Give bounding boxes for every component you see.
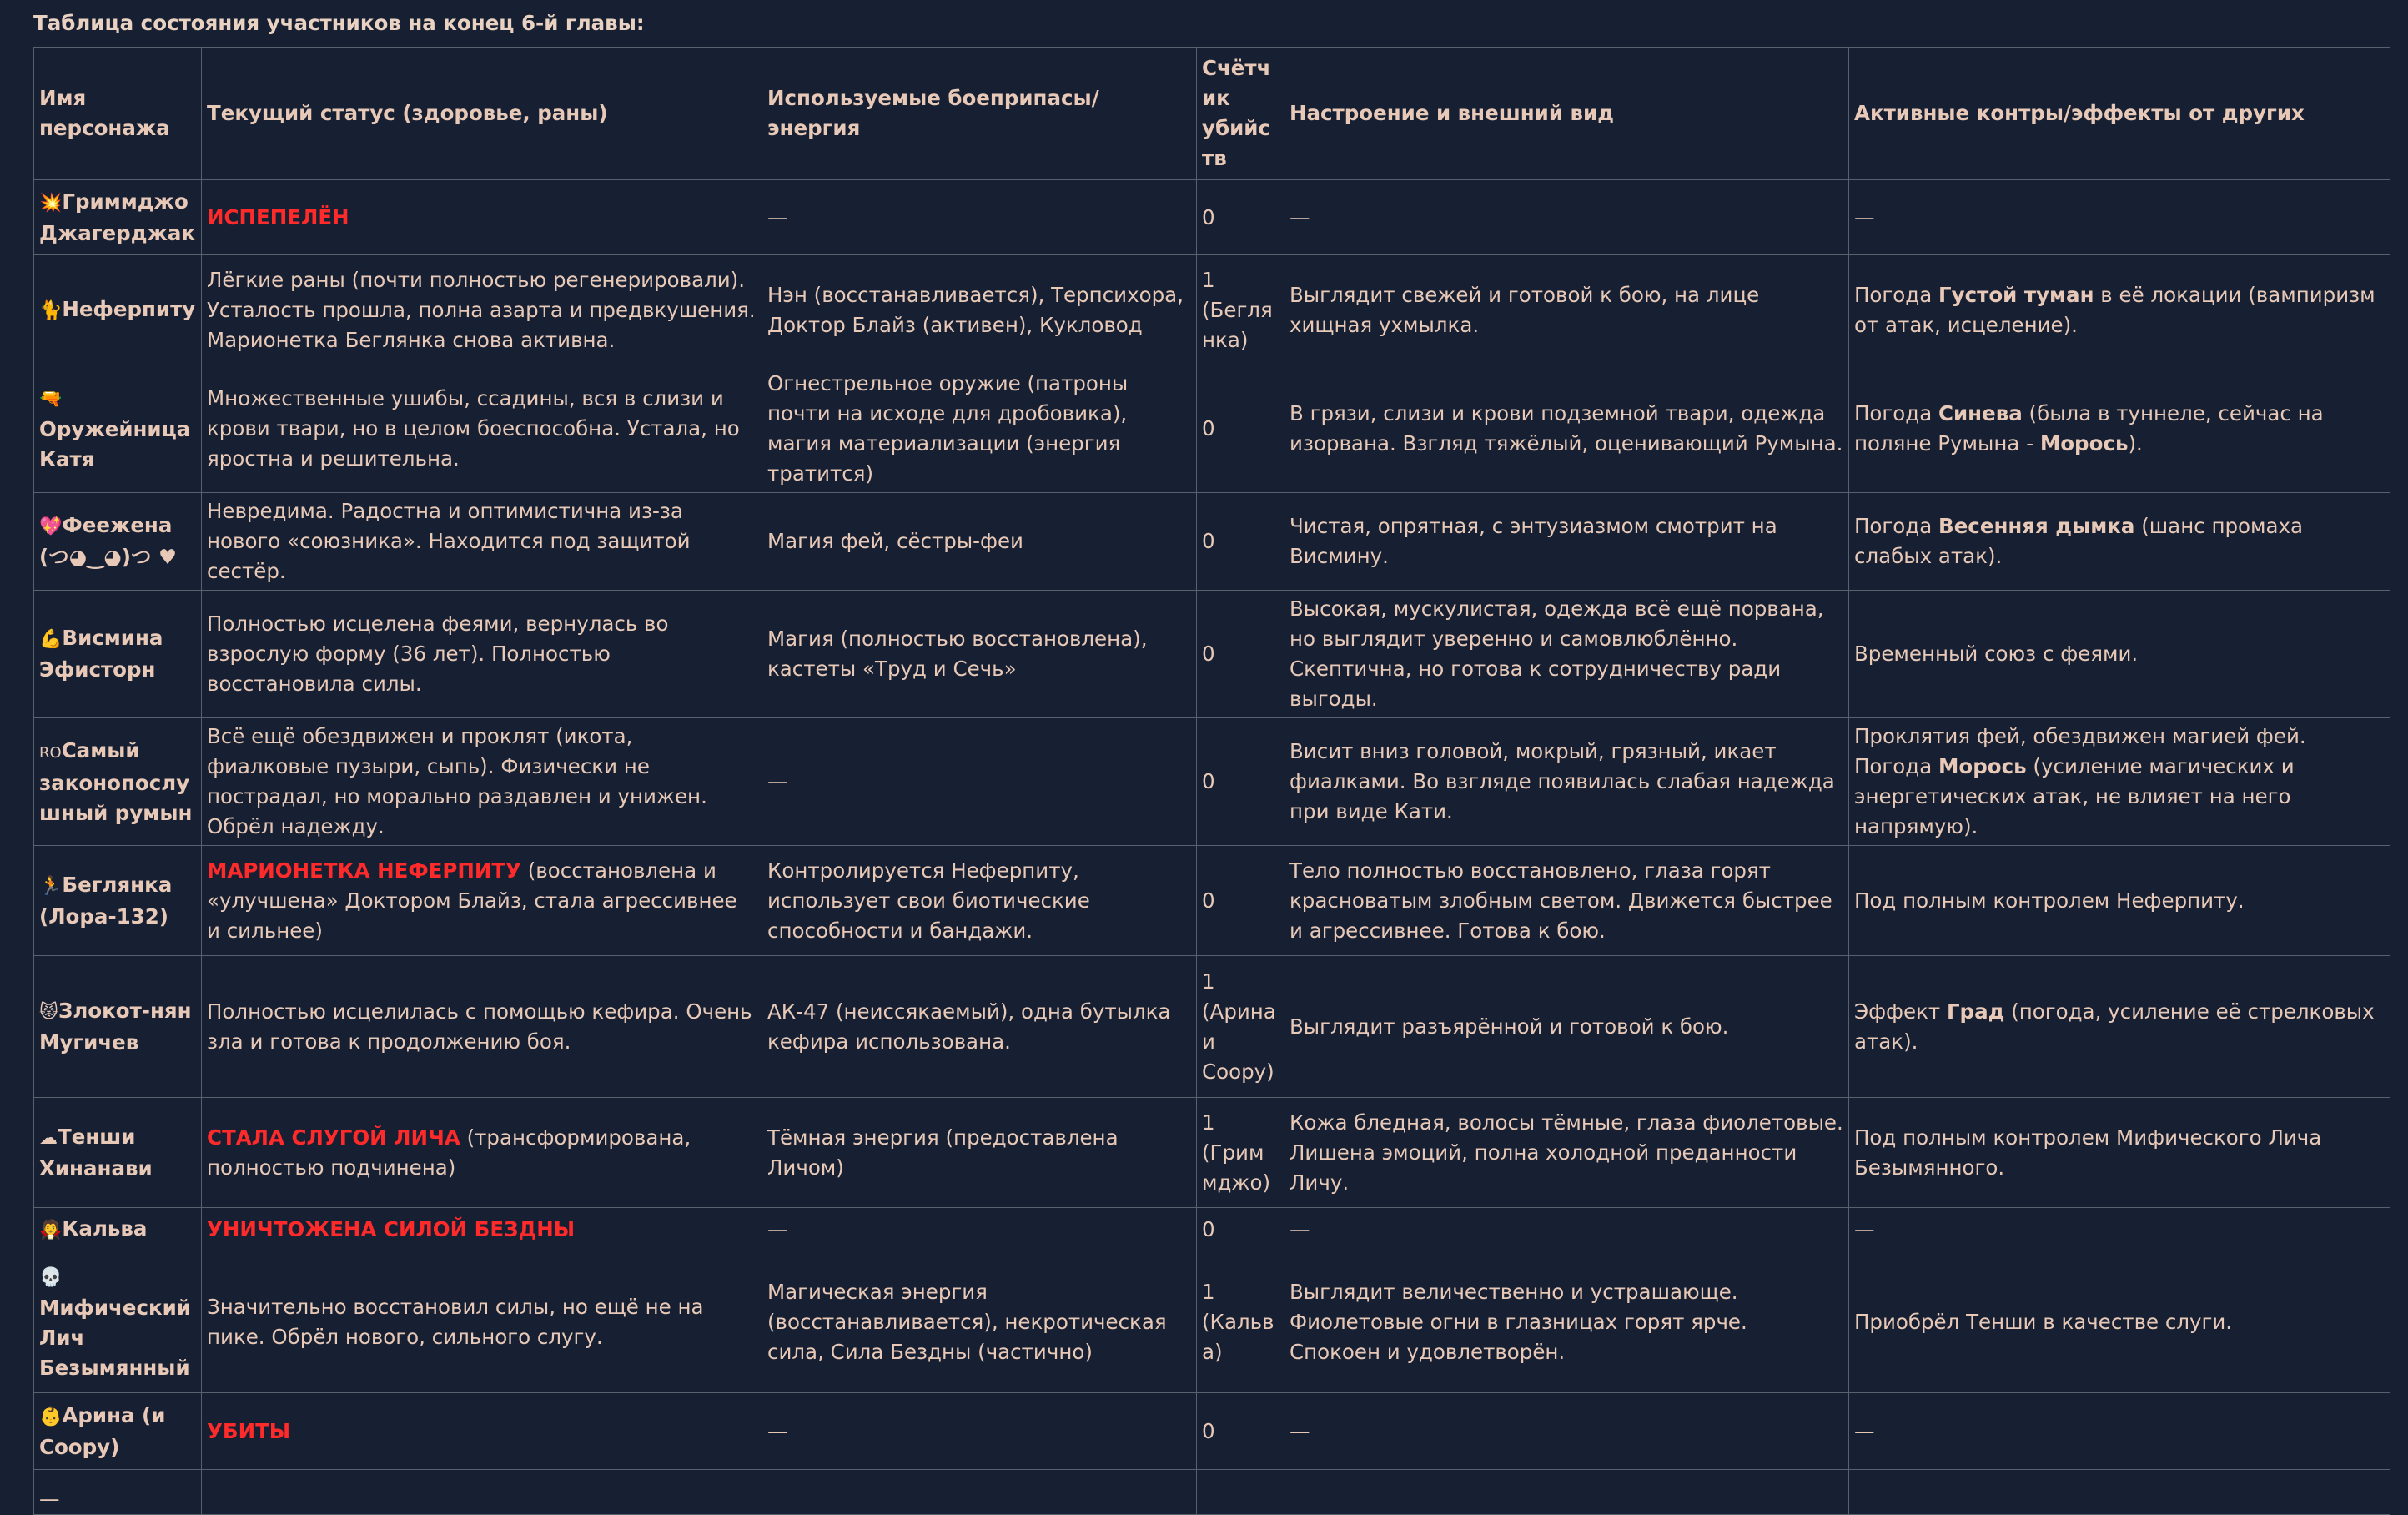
cell-status — [202, 846, 762, 956]
character-name: Злокот-нян Мугичев — [39, 998, 192, 1054]
effects-text: Под полным контролем Неферпиту. — [1854, 888, 2245, 913]
cell-status — [202, 365, 762, 493]
header-status: Текущий статус (здоровье, раны) — [202, 48, 762, 180]
character-icon: 💪 — [39, 629, 63, 650]
status-alert: УНИЧТОЖЕНА СИЛОЙ БЕЗДНЫ — [207, 1216, 576, 1241]
cell-kills: 0 — [1197, 846, 1284, 956]
character-icon: 👶 — [39, 1406, 63, 1427]
cell-ammo: Нэн (восстанавливается), Терпсихора, Доктор Блайз (активен), Кукловод — [762, 255, 1197, 365]
cell-status — [202, 1251, 762, 1393]
character-name: Арина (и Соору) — [39, 1402, 166, 1459]
cell-status — [202, 718, 762, 846]
cell-kills: 0 — [1197, 1208, 1284, 1251]
cell-name — [34, 718, 202, 846]
header-ammo: Используемые боеприпасы/энергия — [762, 48, 1197, 180]
character-name: Неферпиту — [62, 296, 196, 321]
cell-kills: 1 (Кальва) — [1197, 1251, 1284, 1393]
cell-kills: 0 — [1197, 493, 1284, 591]
cell-name — [34, 846, 202, 956]
cell-mood: Выглядит разъярённой и готовой к бою. — [1284, 956, 1849, 1098]
empty-cell — [762, 1477, 1197, 1515]
status-text: (трансформирована, полностью подчинена) — [207, 1125, 691, 1180]
character-icon: 🐈 — [39, 299, 63, 321]
status-alert: СТАЛА СЛУГОЙ ЛИЧА — [207, 1125, 460, 1150]
effects-text: Приобрёл Тенши в качестве слуги. — [1854, 1309, 2233, 1334]
cell-kills: 0 — [1197, 718, 1284, 846]
effects-text: Временный союз с феями. — [1854, 642, 2139, 666]
cell-effects — [1849, 591, 2390, 718]
character-name: Самый законопослушный румын — [39, 737, 193, 825]
effects-text: Погода — [1854, 514, 1939, 538]
cell-name — [34, 1098, 202, 1208]
cell-ammo: Тёмная энергия (предоставлена Личом) — [762, 1098, 1197, 1208]
cell-status — [202, 1098, 762, 1208]
table-row — [34, 846, 2390, 956]
table-caption: Таблица состояния участников на конец 6-й главы: — [33, 11, 645, 35]
table-row — [34, 1393, 2390, 1470]
cell-ammo: АК-47 (неиссякаемый), одна бутылка кефира использована. — [762, 956, 1197, 1098]
effects-text: (погода, усиление её стрелковых атак). — [1854, 999, 2375, 1054]
cell-ammo: — — [762, 718, 1197, 846]
empty-cell — [1197, 1477, 1284, 1515]
cell-ammo: Магия фей, сёстры-феи — [762, 493, 1197, 591]
effects-weather: Морось — [2039, 431, 2129, 456]
cell-mood: — — [1284, 180, 1849, 255]
empty-cell — [1849, 1477, 2390, 1515]
empty-cell — [1284, 1470, 1849, 1477]
effects-text: Проклятия фей, обездвижен магией фей. Погода — [1854, 724, 2306, 778]
cell-name — [34, 956, 202, 1098]
status-table — [33, 47, 2390, 1515]
effects-text: Эффект — [1854, 999, 1947, 1024]
cell-mood: Кожа бледная, волосы тёмные, глаза фиолетовые. Лишена эмоций, полна холодной преданности Личу. — [1284, 1098, 1849, 1208]
table-row — [34, 180, 2390, 255]
cell-effects — [1849, 1251, 2390, 1393]
cell-mood: Чистая, опрятная, с энтузиазмом смотрит на Висмину. — [1284, 493, 1849, 591]
cell-effects — [1849, 255, 2390, 365]
effects-text: — — [1854, 1216, 1875, 1241]
character-icon: 😾 — [39, 1001, 58, 1023]
cell-ammo: Магическая энергия (восстанавливается), некротическая сила, Сила Бездны (частично) — [762, 1251, 1197, 1393]
cell-name — [34, 591, 202, 718]
effects-text: Погода — [1854, 401, 1939, 425]
character-icon: ☁ — [39, 1127, 58, 1149]
cell-status — [202, 1208, 762, 1251]
cell-effects — [1849, 180, 2390, 255]
status-alert: МАРИОНЕТКА НЕФЕРПИТУ — [207, 858, 521, 883]
cell-status — [202, 493, 762, 591]
table-row — [34, 591, 2390, 718]
character-icon: 💖 — [39, 516, 63, 537]
effects-text: (шанс промаха слабых атак). — [1854, 514, 2304, 568]
cell-status — [202, 255, 762, 365]
cell-ammo: — — [762, 1393, 1197, 1470]
cell-status — [202, 591, 762, 718]
cell-mood: — — [1284, 1393, 1849, 1470]
character-icon: RO — [39, 743, 62, 762]
cell-ammo: Контролируется Неферпиту, использует свои биотические способности и бандажи. — [762, 846, 1197, 956]
cell-effects — [1849, 365, 2390, 493]
empty-cell — [202, 1470, 762, 1477]
status-text: Значительно восстановил силы, но ещё не на пике. Обрёл нового, сильного слугу. — [207, 1294, 704, 1349]
status-text: Невредима. Радостна и оптимистична из-за нового «союзника». Находится под защитой сестёр. — [207, 499, 691, 583]
effects-text: в её локации (вампиризм от атак, исцеление). — [1854, 282, 2375, 337]
cell-kills: 1 (Беглянка) — [1197, 255, 1284, 365]
character-icon: 🔫 — [39, 389, 63, 410]
table-row — [34, 1098, 2390, 1208]
effects-weather: Синева — [1938, 401, 2023, 425]
cell-status — [202, 1393, 762, 1470]
cell-name — [34, 1393, 202, 1470]
character-icon: 💥 — [39, 192, 63, 214]
trailing-dash: — — [34, 1477, 202, 1515]
cell-kills: 1 (Арина и Соору) — [1197, 956, 1284, 1098]
effects-weather: Густой туман — [1938, 282, 2094, 307]
status-text: Всё ещё обездвижен и проклят (икота, фиалковые пузыри, сыпь). Физически не пострадал, но морально раздавлен и унижен. Обрёл надежду. — [207, 724, 707, 838]
cell-name — [34, 180, 202, 255]
cell-mood: Висит вниз головой, мокрый, грязный, икает фиалками. Во взгляде появилась слабая надежда при виде Кати. — [1284, 718, 1849, 846]
header-row — [34, 48, 2390, 180]
status-text: Лёгкие раны (почти полностью регенерировали). Усталость прошла, полна азарта и предвкушения. Марионетка Беглянка снова активна. — [207, 267, 756, 352]
character-name: Кальва — [62, 1216, 148, 1241]
effects-text: Погода — [1854, 282, 1939, 307]
empty-cell — [1849, 1470, 2390, 1477]
cell-status — [202, 956, 762, 1098]
table-row — [34, 1251, 2390, 1393]
character-icon: 🏃 — [39, 875, 63, 897]
cell-name — [34, 1251, 202, 1393]
empty-cell — [34, 1470, 202, 1477]
effects-weather: Морось — [1938, 754, 2027, 778]
cell-effects — [1849, 956, 2390, 1098]
cell-kills: 1 (Гриммджо) — [1197, 1098, 1284, 1208]
empty-cell — [762, 1470, 1197, 1477]
character-name: Гриммджо Джагерджак — [39, 189, 196, 245]
effects-weather: Град — [1946, 999, 2005, 1024]
cell-ammo: — — [762, 180, 1197, 255]
effects-weather: Весенняя дымка — [1938, 514, 2135, 538]
cell-ammo: Магия (полностью восстановлена), кастеты «Труд и Сечь» — [762, 591, 1197, 718]
header-mood: Настроение и внешний вид — [1284, 48, 1849, 180]
cell-mood: Выглядит величественно и устрашающе. Фиолетовые огни в глазницах горят ярче. Спокоен и удовлетворён. — [1284, 1251, 1849, 1393]
character-icon: 🧛 — [39, 1219, 63, 1241]
cell-kills: 0 — [1197, 1393, 1284, 1470]
cell-ammo: — — [762, 1208, 1197, 1251]
cell-name — [34, 1208, 202, 1251]
cell-effects — [1849, 1098, 2390, 1208]
status-text: (восстановлена и «улучшена» Доктором Блайз, стала агрессивнее и сильнее) — [207, 858, 737, 943]
cell-name — [34, 255, 202, 365]
cell-kills: 0 — [1197, 180, 1284, 255]
status-text: Полностью исцелилась с помощью кефира. Очень зла и готова к продолжению боя. — [207, 999, 752, 1054]
effects-text: (усиление магических и энергетических атак, не влияет на него напрямую). — [1854, 754, 2295, 838]
character-name: Феежена (つ◕‿◕)つ ♥ — [39, 513, 177, 569]
cell-name — [34, 493, 202, 591]
cell-mood: Тело полностью восстановлено, глаза горят красноватым злобным светом. Движется быстрее и агрессивнее. Готова к бою. — [1284, 846, 1849, 956]
empty-cell — [202, 1477, 762, 1515]
effects-text: — — [1854, 1418, 1875, 1443]
cell-mood: Высокая, мускулистая, одежда всё ещё порвана, но выглядит уверенно и самовлюблённо. Скептична, но готова к сотрудничеству ради выгоды. — [1284, 591, 1849, 718]
table-row-empty — [34, 1470, 2390, 1477]
cell-status — [202, 180, 762, 255]
header-effects: Активные контры/эффекты от других — [1849, 48, 2390, 180]
effects-text: ). — [2128, 431, 2143, 456]
status-alert: ИСПЕПЕЛЁН — [207, 204, 349, 229]
cell-kills: 0 — [1197, 365, 1284, 493]
effects-text: (была в туннеле, сейчас на поляне Румына - — [1854, 401, 2324, 456]
character-name: Тенши Хинанави — [39, 1124, 153, 1180]
cell-mood: — — [1284, 1208, 1849, 1251]
table-row — [34, 956, 2390, 1098]
character-name: Беглянка (Лора-132) — [39, 872, 173, 929]
table-row-trailing — [34, 1477, 2390, 1515]
effects-text: Под полным контролем Мифического Лича Безымянного. — [1854, 1125, 2322, 1180]
empty-cell — [1197, 1470, 1284, 1477]
status-text: Множественные ушибы, ссадины, вся в слизи и крови твари, но в целом боеспособна. Устала, но яростна и решительна. — [207, 386, 740, 471]
cell-kills: 0 — [1197, 591, 1284, 718]
character-name: Висмина Эфисторн — [39, 626, 163, 682]
table-row — [34, 255, 2390, 365]
header-name: Имя персонажа — [34, 48, 202, 180]
cell-effects — [1849, 1393, 2390, 1470]
cell-name — [34, 365, 202, 493]
page-content — [33, 0, 2390, 1515]
table-row — [34, 718, 2390, 846]
effects-text: — — [1854, 204, 1875, 229]
table-row — [34, 493, 2390, 591]
cell-effects — [1849, 1208, 2390, 1251]
character-name: Оружейница Катя — [39, 417, 191, 471]
cell-mood: Выглядит свежей и готовой к бою, на лице хищная ухмылка. — [1284, 255, 1849, 365]
character-icon: 💀 — [39, 1266, 63, 1288]
character-name: Мифический Лич Безымянный — [39, 1295, 191, 1380]
empty-cell — [1284, 1477, 1849, 1515]
cell-effects — [1849, 718, 2390, 846]
table-row — [34, 1208, 2390, 1251]
status-text: Полностью исцелена феями, вернулась во взрослую форму (36 лет). Полностью восстановила силы. — [207, 612, 669, 696]
cell-mood: В грязи, слизи и крови подземной твари, одежда изорвана. Взгляд тяжёлый, оценивающий Румына. — [1284, 365, 1849, 493]
header-kills: Счётчик убийств — [1197, 48, 1284, 180]
table-row — [34, 365, 2390, 493]
cell-effects — [1849, 493, 2390, 591]
cell-ammo: Огнестрельное оружие (патроны почти на исходе для дробовика), магия материализации (энергия тратится) — [762, 365, 1197, 493]
status-alert: УБИТЫ — [207, 1418, 291, 1443]
cell-effects — [1849, 846, 2390, 956]
